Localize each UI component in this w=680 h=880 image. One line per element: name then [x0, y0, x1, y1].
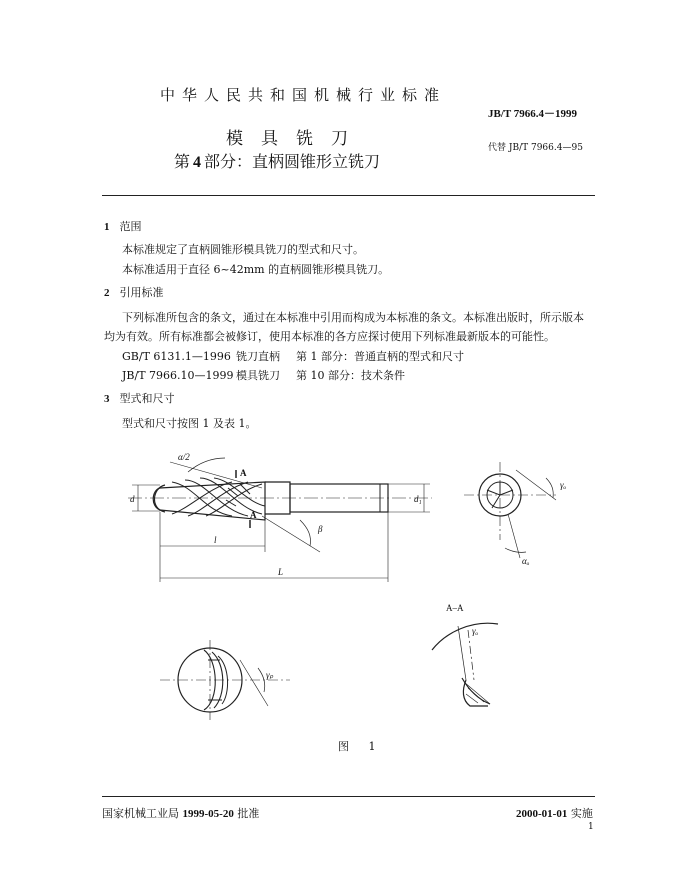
label-alpha-o: αₒ — [522, 556, 530, 566]
replaces-standard: 代替 JB/T 7966.4—95 — [488, 143, 583, 153]
label-beta: β — [318, 524, 323, 534]
section-1-title: 范围 — [119, 220, 142, 233]
section-3-para-1: 型式和尺寸按图 1 及表 1。 — [122, 417, 257, 430]
cutter-side-view — [128, 458, 432, 582]
subtitle-part-number: 4 — [193, 154, 202, 171]
label-section-mark-top: A — [240, 468, 247, 478]
subtitle-prefix: 第 — [174, 152, 191, 171]
section-2-title: 引用标准 — [119, 286, 164, 299]
label-gamma-o-section: γₒ — [472, 626, 479, 636]
standard-number: JB/T 7966.4－1999 — [488, 108, 578, 120]
nose-detail-view — [160, 640, 290, 720]
reference-1-code: GB/T 6131.1—1996 — [122, 350, 231, 363]
label-gamma-p: γₚ — [266, 670, 274, 680]
footer-approved: 批准 — [237, 807, 260, 820]
reference-1-name: 铣刀直柄 — [236, 350, 280, 363]
label-section-mark-bottom: A — [250, 510, 257, 520]
section-1-para-2: 本标准适用于直径 6~42mm 的直柄圆锥形模具铣刀。 — [122, 263, 390, 276]
label-gamma-o-end: γₒ — [560, 480, 567, 490]
section-a-a-view — [432, 623, 498, 706]
section-2-number: 2 — [104, 287, 110, 299]
label-L: L — [278, 567, 284, 577]
label-section-a-a: A–A — [446, 603, 464, 613]
cutter-end-view — [464, 462, 556, 558]
reference-2-code: JB/T 7966.10—1999 — [122, 369, 234, 382]
label-l: l — [214, 535, 217, 545]
page-number: 1 — [588, 822, 594, 832]
figure-caption: 图 1 — [338, 740, 384, 753]
subtitle-rest: 部分：直柄圆锥形立铣刀 — [204, 152, 381, 171]
section-1-para-1: 本标准规定了直柄圆锥形模具铣刀的型式和尺寸。 — [122, 243, 364, 256]
document-title: 模具铣刀 — [226, 129, 366, 149]
reference-2-name: 模具铣刀 — [236, 369, 280, 382]
footer-rule — [102, 796, 595, 797]
footer-issuer — [102, 805, 259, 821]
footer-issue-date: 1999-05-20 — [182, 808, 234, 820]
label-alpha-half: α/2 — [178, 452, 190, 462]
issuing-body-title: 中华人民共和国机械行业标准 — [160, 86, 447, 104]
reference-1-part: 第 1 部分：普通直柄的型式和尺寸 — [296, 350, 464, 363]
footer-implement: 实施 — [570, 807, 593, 820]
section-3-number: 3 — [104, 393, 110, 405]
footer-effective-date: 2000-01-01 — [516, 808, 568, 820]
label-d: d — [130, 494, 135, 504]
section-3-title: 型式和尺寸 — [119, 392, 175, 405]
section-2-para-1: 下列标准所包含的条文，通过在本标准中引用而构成为本标准的条文。本标准出版时，所示版本均为有效。所有标准都会被修订，使用本标准的各方应探讨使用下列标准最新版本的可能性。 — [104, 311, 584, 343]
footer-effective — [516, 805, 593, 821]
footer-issuer-name: 国家机械工业局 — [102, 807, 179, 820]
label-d1: d₁ — [414, 494, 422, 504]
section-1-number: 1 — [104, 221, 110, 233]
reference-2-part: 第 10 部分：技术条件 — [296, 369, 405, 382]
